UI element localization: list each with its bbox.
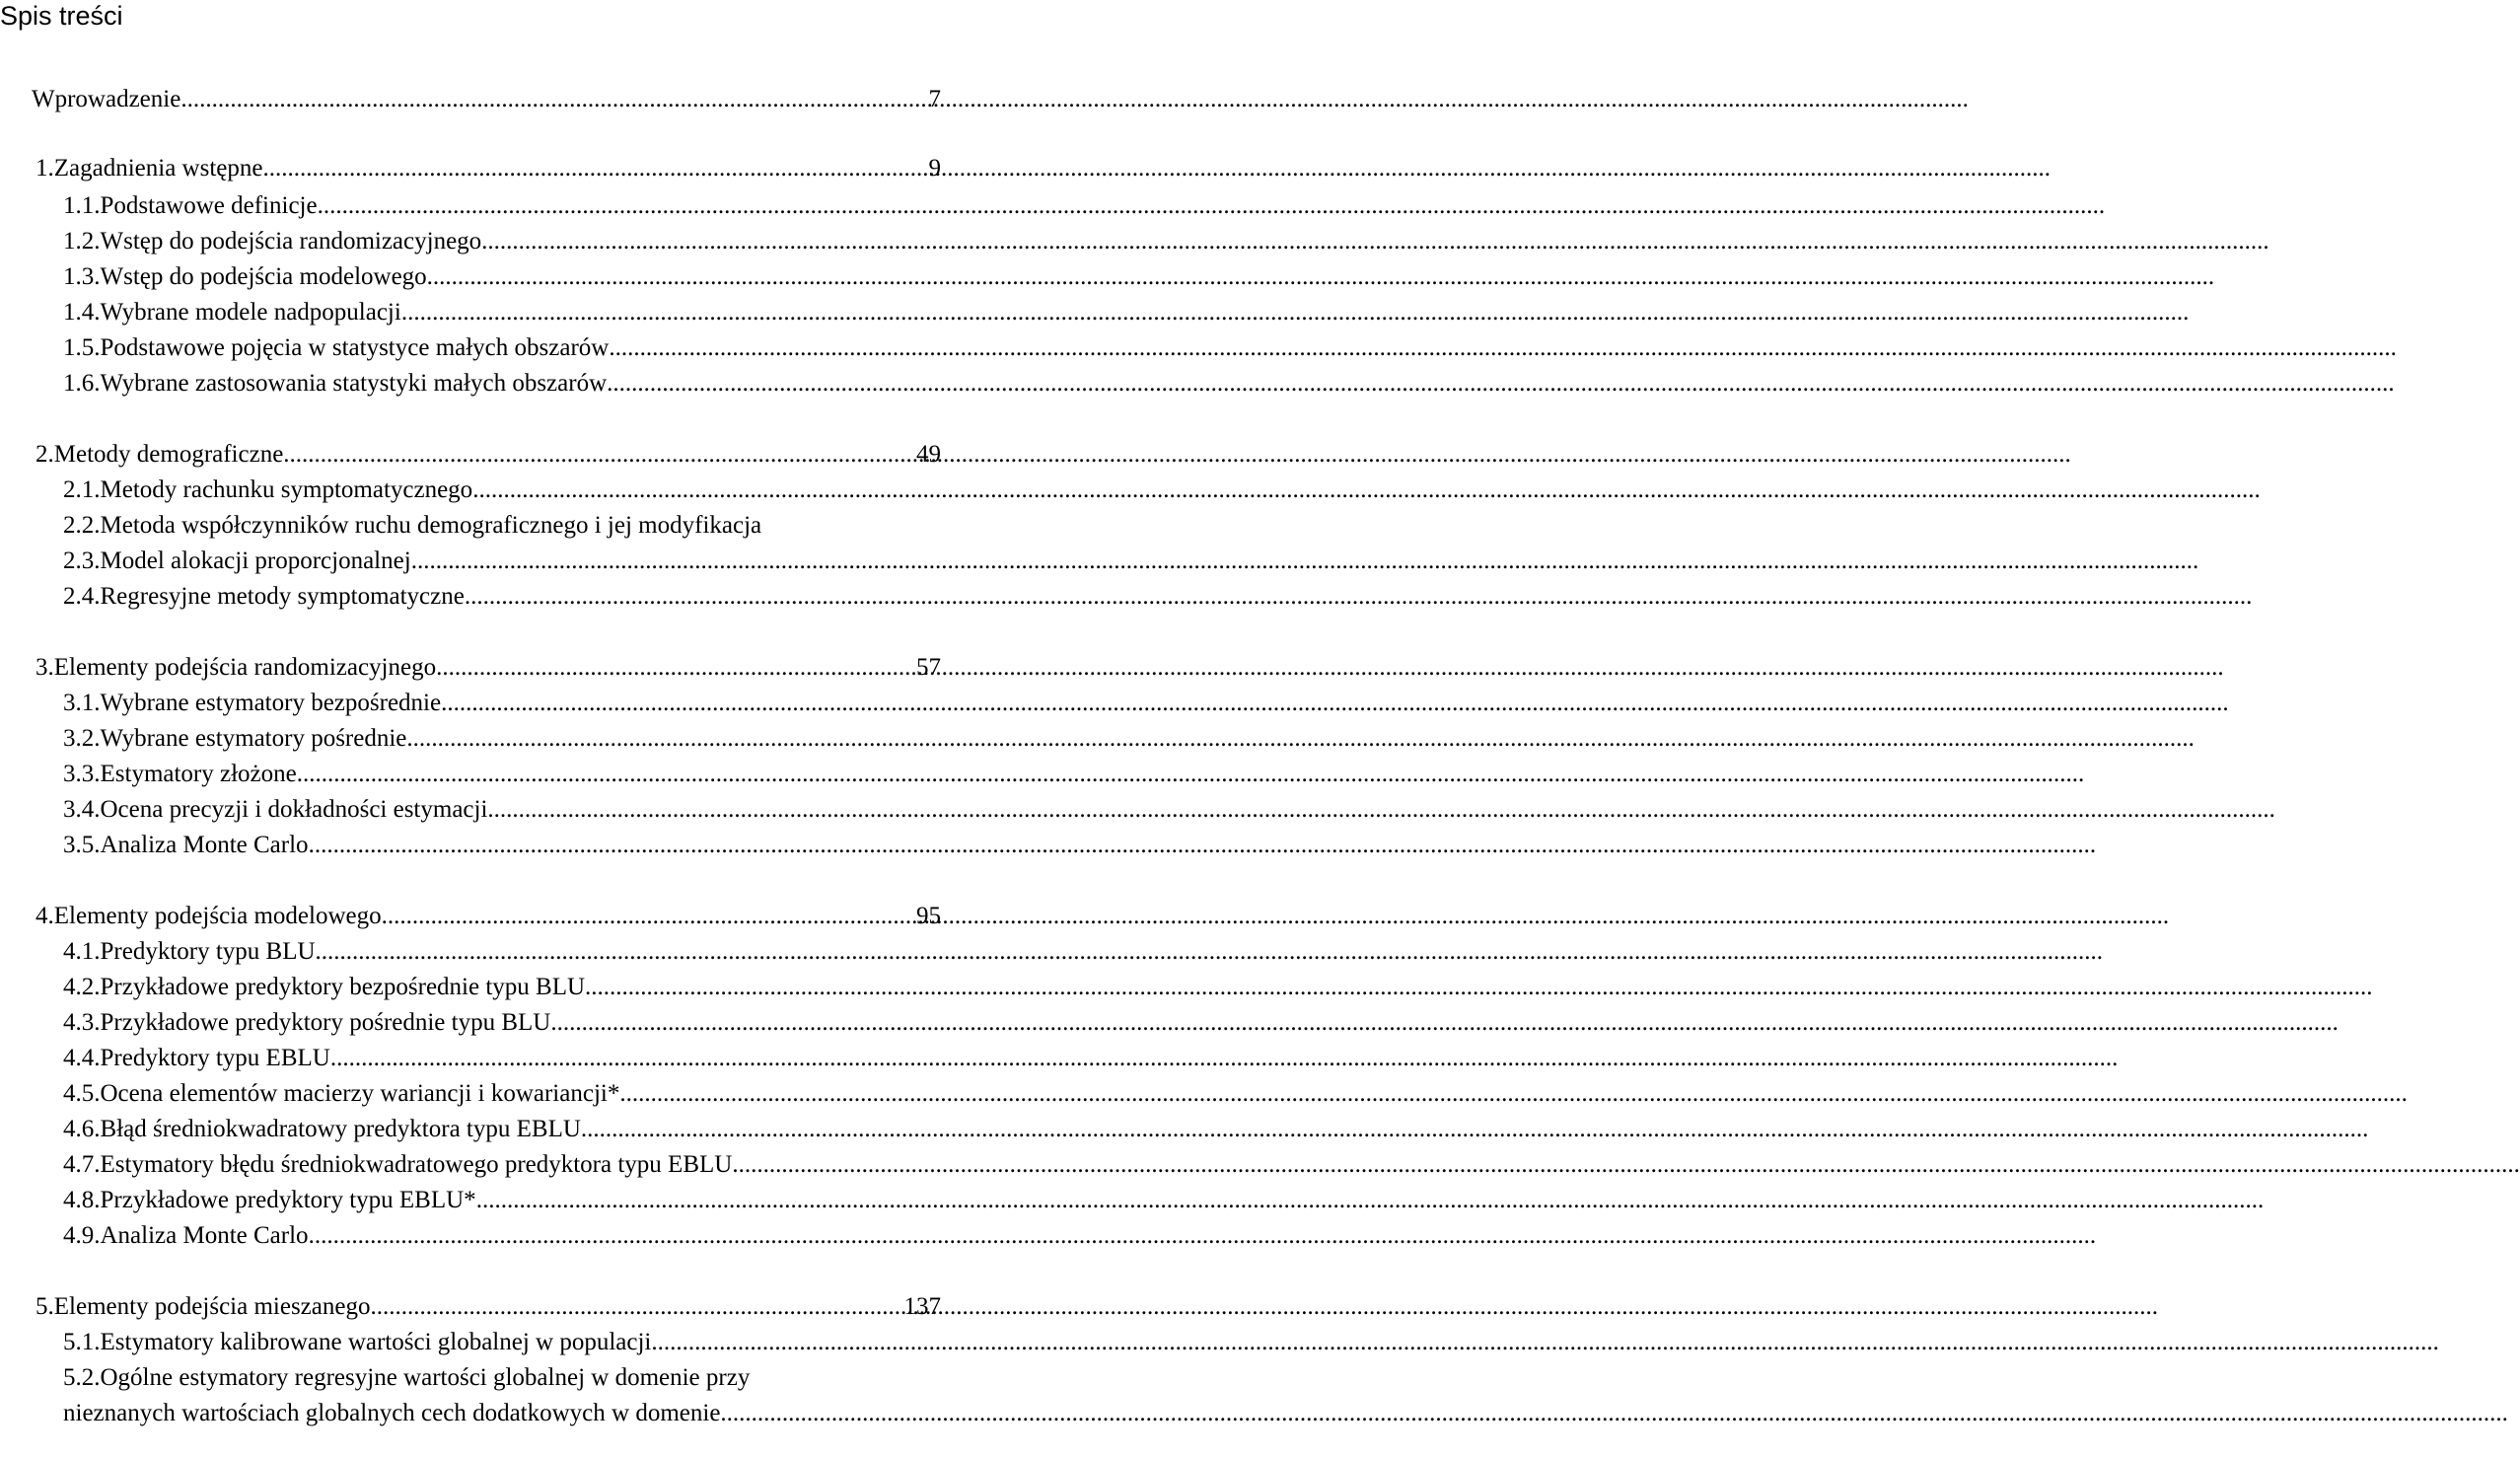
toc-entry-title: Metoda współczynników ruchu demograficznego i jej modyfikacja [100,512,762,539]
toc-entry-title: Podstawowe definicje [100,192,318,219]
toc-entry[interactable] [63,973,941,1002]
toc-page-number: 137 [903,1293,941,1320]
toc-entry-number: 4.6. [63,1116,101,1142]
toc-entry-title: Podstawowe pojęcia w statystyce małych obszarów [100,334,610,361]
toc-dot-leader [481,227,941,256]
toc-entry-title: Przykładowe predyktory pośrednie typu BLU [100,1009,551,1036]
toc-entry-number: 3. [36,654,54,681]
toc-dot-leader [476,1186,941,1215]
toc-entry-number: 2.3. [63,547,101,574]
toc-entry[interactable] [63,511,941,541]
toc-dot-leader [297,760,941,789]
toc-entry-number: 4.2. [63,974,101,1000]
toc-entry-number: 2.2. [63,512,101,539]
toc-entry-title: Analiza Monte Carlo [100,832,309,858]
toc-dot-leader [316,937,941,967]
toc-entry-number: 1.5. [63,334,101,361]
toc-entry[interactable] [63,333,941,363]
toc-entry-number: 2.4. [63,583,101,610]
toc-entry-number: 1.4. [63,299,101,326]
toc-dot-leader [330,1044,941,1073]
toc-dot-leader [309,1221,941,1251]
toc-entry-number: 5. [36,1293,54,1320]
toc-entry-title: Zagadnienia wstępne [53,155,263,182]
toc-dot-leader [550,1008,941,1038]
toc-dot-leader [370,1292,903,1322]
toc-entry-number: 1. [36,155,54,182]
toc-entry-title: Regresyjne metody symptomatyczne [100,583,465,610]
toc-entry[interactable] [63,1044,941,1073]
toc-entry-number: 5.1. [63,1329,101,1355]
toc-entry-title: Predyktory typu BLU [100,938,316,965]
toc-entry-number: 1.3. [63,263,101,290]
toc-entry-number: 4.3. [63,1009,101,1036]
toc-entry-number: 2. [36,441,54,468]
toc-entry[interactable] [63,475,941,505]
toc-dot-leader [441,689,941,718]
toc-entry[interactable] [63,795,941,825]
toc-entry[interactable] [63,1363,941,1393]
toc-entry-number: 3.4. [63,796,101,823]
toc-entry-title: nieznanych wartościach globalnych cech dodatkowych w domenie [63,1400,721,1426]
toc-entry-number: 4.1. [63,938,101,965]
toc-entry-number: 4.4. [63,1045,101,1071]
page-title: Spis treści [0,1,123,31]
toc-entry-title: Elementy podejścia modelowego [53,903,382,929]
toc-entry-title: Wprowadzenie [32,86,181,112]
toc-dot-leader [651,1328,941,1357]
toc-entry-number: 1.6. [63,370,101,397]
toc-entry-title: Estymatory złożone [100,761,297,787]
toc-entry[interactable] [36,653,941,683]
toc-entry[interactable] [36,154,941,183]
toc-entry[interactable] [63,1115,941,1144]
toc-dot-leader [436,653,916,683]
toc-entry[interactable] [63,1008,941,1038]
toc-dot-leader [585,973,941,1002]
toc-dot-leader [465,582,941,612]
toc-entry[interactable] [63,1186,941,1215]
table-of-contents [0,0,947,1458]
toc-entry[interactable] [63,227,941,256]
toc-entry[interactable] [63,582,941,612]
toc-page-number: 7 [928,86,941,112]
toc-dot-leader [382,902,916,931]
toc-dot-leader [581,1115,941,1144]
toc-entry[interactable] [63,547,941,576]
toc-entry[interactable] [63,369,941,399]
toc-entry[interactable] [63,191,941,221]
toc-entry-number: 3.5. [63,832,101,858]
toc-entry-title: Elementy podejścia randomizacyjnego [53,654,437,681]
toc-dot-leader [732,1150,941,1180]
toc-entry[interactable] [32,85,941,114]
toc-entry-number: 4.8. [63,1187,101,1213]
toc-entry-title: Estymatory kalibrowane wartości globalnej w populacji [100,1329,652,1355]
toc-entry-title: Ocena elementów macierzy wariancji i kowariancji* [100,1080,620,1107]
toc-entry[interactable] [63,1150,941,1180]
toc-entry-title: Elementy podejścia mieszanego [53,1293,371,1320]
toc-entry[interactable] [36,1292,941,1322]
toc-entry-title: Wybrane estymatory bezpośrednie [100,690,442,716]
toc-entry-continuation[interactable] [63,1399,941,1428]
toc-entry-title: Błąd średniokwadratowy predyktora typu EBLU [100,1116,581,1142]
toc-entry-title: Model alokacji proporcjonalnej [100,547,411,574]
toc-dot-leader [401,298,941,328]
toc-entry-title: Ogólne estymatory regresyjne wartości globalnej w domenie przy [100,1364,751,1391]
toc-dot-leader [411,547,941,576]
toc-entry-title: Wstęp do podejścia modelowego [100,263,427,290]
toc-entry[interactable] [63,831,941,860]
toc-entry[interactable] [63,937,941,967]
toc-entry-number: 5.2. [63,1364,101,1391]
toc-entry-number: 3.3. [63,761,101,787]
toc-entry-title: Wybrane zastosowania statystyki małych obszarów [100,370,608,397]
toc-dot-leader [619,1079,941,1109]
toc-entry-title: Metody demograficzne [53,441,284,468]
toc-entry[interactable] [63,689,941,718]
toc-dot-leader [607,369,941,399]
toc-entry-number: 3.2. [63,725,101,752]
toc-page-number: 9 [928,155,941,182]
toc-entry-title: Wstęp do podejścia randomizacyjnego [100,228,482,255]
toc-entry-number: 4.5. [63,1080,101,1107]
toc-dot-leader [487,795,941,825]
toc-dot-leader [472,475,941,505]
toc-entry[interactable] [36,902,941,931]
toc-entry-number: 1.2. [63,228,101,255]
toc-entry-title: Estymatory błędu średniokwadratowego predyktora typu EBLU [100,1151,733,1178]
toc-entry-title: Analiza Monte Carlo [100,1222,309,1249]
toc-entry-number: 4. [36,903,54,929]
toc-entry-title: Przykładowe predyktory bezpośrednie typu BLU [100,974,586,1000]
toc-dot-leader [283,440,916,470]
toc-entry-title: Predyktory typu EBLU [100,1045,330,1071]
toc-entry[interactable] [63,298,941,328]
toc-entry-title: Metody rachunku symptomatycznego [100,476,473,503]
toc-entry-title: Ocena precyzji i dokładności estymacji [100,796,488,823]
toc-entry-title: Wybrane estymatory pośrednie [100,725,407,752]
toc-entry-title: Przykładowe predyktory typu EBLU* [100,1187,476,1213]
toc-dot-leader [427,262,941,292]
toc-entry-number: 4.9. [63,1222,101,1249]
toc-entry[interactable] [63,1328,941,1357]
toc-dot-leader [609,333,941,363]
toc-entry[interactable] [63,1221,941,1251]
toc-dot-leader [318,191,941,221]
toc-entry[interactable] [36,440,941,470]
toc-dot-leader [180,85,928,114]
toc-entry[interactable] [63,760,941,789]
toc-entry-number: 2.1. [63,476,101,503]
toc-page-number: 95 [916,903,941,929]
toc-dot-leader [720,1399,941,1428]
toc-entry-number: 4.7. [63,1151,101,1178]
toc-dot-leader [309,831,941,860]
toc-entry-number: 1.1. [63,192,101,219]
toc-entry[interactable] [63,1079,941,1109]
toc-dot-leader [262,154,928,183]
toc-page-number: 49 [916,441,941,468]
toc-entry-number: 3.1. [63,690,101,716]
toc-entry[interactable] [63,724,941,754]
toc-page-number: 57 [916,654,941,681]
toc-entry-title: Wybrane modele nadpopulacji [100,299,401,326]
toc-dot-leader [406,724,941,754]
toc-entry[interactable] [63,262,941,292]
